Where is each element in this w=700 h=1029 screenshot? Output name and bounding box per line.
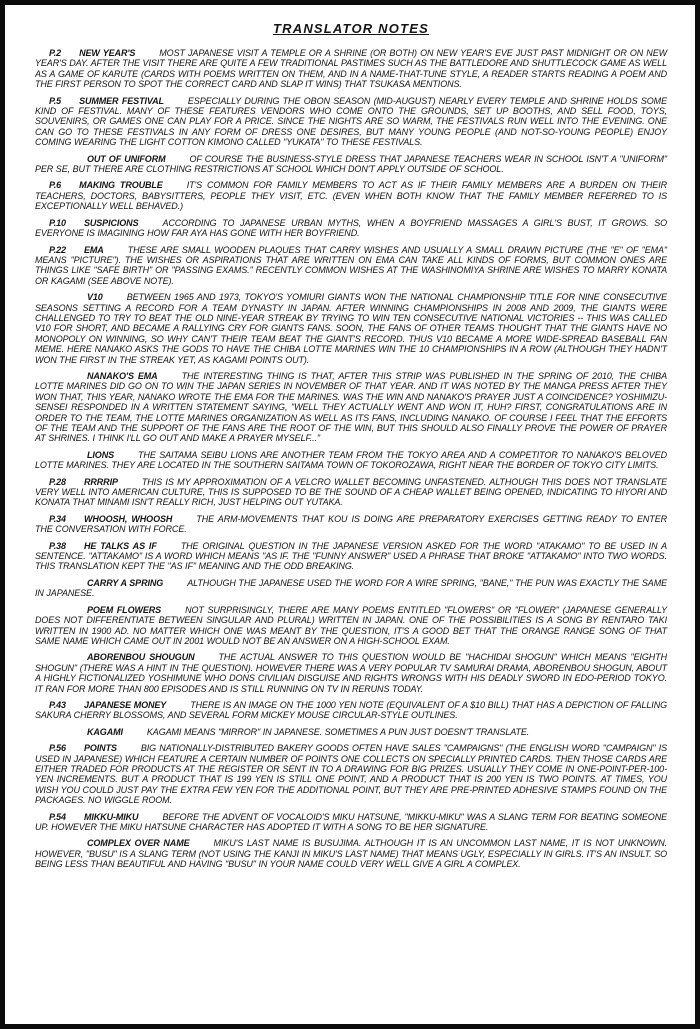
note-text: THE ORIGINAL QUESTION IN THE JAPANESE VERSION ASKED FOR THE WORD "ATAKAMO" TO BE USED IN A SENTENCE. "ATTAKAMO" IS A WORD WHICH MEANS "AS IF. THE "FUNNY ANSWER" USED A PHRASE THAT BROKE "ATTAKAMO" INTO TWO WORDS. THIS TRANSLATION KEPT THE "AS IF" MEANING AND THE ODD BREAKING.	[35, 540, 668, 572]
note-text: NOT SURPRISINGLY, THERE ARE MANY POEMS ENTITLED "FLOWERS" OR "FLOWER" (JAPANESE GENERALLY DOES NOT DIFFERENTIATE BETWEEN SINGULAR AND PLURAL) WRITTEN IN JAPAN. ONE OF THE POSSIBILITIES IS A SONG BY RENTARO TAKI WRITTEN IN 1900 AD. NO MATTER WHICH ONE WAS MEANT BY THE QUESTION, IT'S A GOOD BET THAT THE ORANGE RANGE SONG OF THAT SAME NAME WHICH CAME OUT IN 2001 WOULD NOT BE AN ANSWER ON A HIGH-SCHOOL EXAM.	[35, 604, 668, 646]
note-entry	[35, 838, 667, 869]
page-ref: P.38	[49, 540, 66, 551]
note-text: BIG NATIONALLY-DISTRIBUTED BAKERY GOODS OFTEN HAVE SALES "CAMPAIGNS" (THE ENGLISH WORD "CAMPAIGN" IS USED IN JAPANESE) WHICH FEATURE A CERTAIN NUMBER OF POINTS ONE COLLECTS ON SPECIALLY PRINTED CARDS. THEN THOSE CARDS ARE EITHER TRADED FOR PRODUCTS AT THE REGISTER OR SENT IN TO A DRAWING FOR BIG PRIZES. USUALLY THEY COME IN ONE-POINT-PER-100-YEN INCREMENTS. BUT A PRODUCT THAT IS 199 YEN IS STILL ONE POINT, AND A PRODUCT THAT IS 200 YEN IS TWO POINTS. AT TIMES, YOU WISH YOU COULD JUST PAY THE EXTRA FEW YEN FOR THE ADDITIONAL POINT, BUT THEY ARE PRE-PRINTED ADHESIVE STAMPS FOUND ON THE PACKAGES. NO WIGGLE ROOM.	[35, 743, 667, 806]
note-entry	[35, 812, 667, 833]
page-ref: P.43	[49, 699, 66, 710]
note-term: SUMMER FESTIVAL	[79, 95, 164, 106]
note-entry	[35, 96, 667, 148]
note-term: CARRY A SPRING	[87, 577, 164, 588]
note-text: THE SAITAMA SEIBU LIONS ARE ANOTHER TEAM FROM THE TOKYO AREA AND A COMPETITOR TO NANAKO'S BELOVED LOTTE MARINES. THEY ARE LOCATED IN THE SOUTHERN SAITAMA TOWN OF TOKOROZAWA, RIGHT NEAR THE BORDER OF TOKYO CITY LIMITS.	[35, 449, 667, 471]
note-term: EMA	[83, 244, 104, 255]
note-text: ACCORDING TO JAPANESE URBAN MYTHS, WHEN A BOYFRIEND MASSAGES A GIRL'S BUST, IT GROWS. SO EVERYONE IS IMAGINING HOW FAR AYA HAS GONE WITH HER BOYFRIEND.	[35, 217, 667, 239]
note-text: THE ACTUAL ANSWER TO THIS QUESTION WOULD BE "HACHIDAI SHOGUN" WHICH MEANS "EIGHTH SHOGUN" (THERE WAS A HINT IN THE QUESTION). HOWEVER THERE WAS A VERY POPULAR TV SAMURAI DRAMA, ABORENBOU SHOGUN, ABOUT A HIGHLY FICTIONALIZED YOSHIMUNE WHO DONS CIVILIAN DISGUISE AND RIGHTS WRONGS WITH HIS DEADLY SWORD IN EDO-PERIOD TOKYO. IT RAN FOR MORE THAN 800 EPISODES AND IS STILL RUNNING ON TV IN RERUNS TODAY.	[35, 652, 667, 694]
note-entry	[35, 743, 667, 805]
note-text: OF COURSE THE BUSINESS-STYLE DRESS THAT JAPANESE TEACHERS WEAR IN SCHOOL ISN'T A "UNIFORM" PER SE, BUT THERE ARE CLOTHING RESTRICTIONS AT SCHOOL WHICH DON'T APPLY OUTSIDE OF SCHOOL.	[35, 153, 667, 175]
note-term: MAKING TROUBLE	[79, 180, 163, 191]
note-text: ALTHOUGH THE JAPANESE USED THE WORD FOR A WIRE SPRING, "BANE," THE PUN WAS EXACTLY THE SAME IN JAPANESE.	[35, 577, 668, 599]
note-text: BETWEEN 1965 AND 1973, TOKYO'S YOMIURI GIANTS WON THE NATIONAL CHAMPIONSHIP TITLE FOR NINE CONSECUTIVE SEASONS SETTING A RECORD FOR A TEAM DYNASTY IN JAPAN. AFTER WINNING CHAMPIONSHIPS IN 2008 AND 2009, THE GIANTS WERE CHALLENGED TO TRY TO BEAT THE OLD NINE-YEAR STREAK BY TRYING TO WIN TEN CONSECUTIVE NATIONAL VICTORIES -- THIS WAS CALLED V10 FOR SHORT, AND BECAME A RALLYING CRY FOR GIANTS FANS. SOON, THE FANS OF OTHER TEAMS THOUGHT THAT THE GIANTS HAVE NO MONOPOLY ON WINNING, SO WHY CAN'T THEIR TEAM BEAT THE GIANT'S RECORD. THUS V10 BECAME A MORE WIDE-SPREAD BASEBALL FAN MEME. HERE NANAKO ASKS THE GODS TO HAVE THE CHIBA LOTTE MARINES WIN THE 10 CHAMPIONSHIPS IN A ROW (ALTHOUGH THEY HADN'T WON THE FIRST IN THE STREAK YET, AS KAGAMI POINTS OUT).	[35, 292, 667, 365]
note-entry	[35, 514, 667, 535]
page-ref: P.28	[49, 476, 66, 487]
page-ref: P.34	[49, 513, 66, 524]
note-term: POINTS	[83, 743, 117, 754]
note-text: MOST JAPANESE VISIT A TEMPLE OR A SHRINE (OR BOTH) ON NEW YEAR'S EVE JUST PAST MIDNIGHT OR ON NEW YEAR'S DAY. AFTER THE VISIT THERE ARE QUITE A FEW TRADITIONAL PASTIMES SUCH AS THE BATTLEDORE AND SHUTTLECOCK GAME AS WELL AS A GAME OF KARUTE (CARDS WITH POEMS WRITTEN ON THEM, AND IN A NAME-THAT-TUNE STYLE, A READER STARTS READING A POEM AND THE FIRST PERSON TO SPOT THE CORRECT CARD AND SLAP IT WINS) THAT TSUKASA MENTIONS.	[35, 48, 667, 90]
note-text: MIKU'S LAST NAME IS BUSUJIMA. ALTHOUGH IT IS AN UNCOMMON LAST NAME, IT IS NOT UNKNOWN. HOWEVER, "BUSU" IS A SLANG TERM (NOT USING THE KANJI IN MIKU'S LAST NAME) THAT MEANS UGLY, ESPECIALLY IN GIRLS. IT'S AN INSULT. SO BEING LESS THAN BEAUTIFUL AND HAVING "BUSU" IN YOUR NAME COULD VERY WELL GIVE A GIRL A COMPLEX.	[35, 838, 667, 870]
page-ref: P.54	[49, 811, 66, 822]
note-entry	[35, 541, 667, 572]
note-entry	[35, 48, 667, 90]
note-term: KAGAMI	[87, 726, 123, 737]
page-ref: P.22	[49, 244, 66, 255]
note-entry	[35, 245, 667, 287]
note-term: LIONS	[87, 449, 115, 460]
page-ref: P.2	[49, 48, 62, 58]
note-term: NANAKO'S EMA	[87, 370, 158, 381]
page-ref: P.5	[49, 95, 62, 106]
note-text: THERE IS AN IMAGE ON THE 1000 YEN NOTE (EQUIVALENT OF A $10 BILL) THAT HAS A DEPICTION OF FALLING SAKURA CHERRY BLOSSOMS, AND SEVERAL FORM MICKEY MOUSE CIRCULAR-STYLE OUTLINES.	[35, 699, 667, 721]
note-entry	[35, 652, 667, 694]
note-entry	[35, 605, 667, 647]
note-text: THESE ARE SMALL WOODEN PLAQUES THAT CARRY WISHES AND USUALLY A SMALL DRAWN PICTURE (THE "E" OF "EMA" MEANS "PICTURE"). THE WISHES OR ASPIRATIONS THAT ARE WRITTEN ON EMA CAN TAKE ALL KINDS OF FORMS, BUT COMMON ONES ARE THINGS LIKE "SAFE BIRTH" OR "PASSING EXAMS." RECENTLY COMMON WISHES AT THE WASHINOMIYA SHRINE ARE WISHES TO MARRY KONATA OR KAGAMI (SEE ABOVE NOTE).	[35, 244, 667, 286]
page-title: TRANSLATOR NOTES	[273, 21, 429, 36]
note-entry	[35, 292, 667, 365]
note-term: ABORENBOU SHOUGUN	[87, 652, 195, 663]
page-ref: P.10	[49, 217, 66, 228]
note-text: THE INTERESTING THING IS THAT, AFTER THIS STRIP WAS PUBLISHED IN THE SPRING OF 2010, THE CHIBA LOTTE MARINES DID GO ON TO WIN THE JAPAN SERIES IN NOVEMBER OF THAT YEAR. AND IT WAS NOTED BY THE MANGA PRESS AFTER THEY WON THAT, THIS YEAR, NANAKO WROTE THE EMA FOR THE MARINES. WAS THE WIN AND NANAKO'S PRAYER JUST A COINCIDENCE? YOSHIMIZU-SENSEI RESPONDED IN A WRITTEN STATEMENT SAYING, "WELL THEY ACTUALLY WENT AND WON IT, HUH? FIRST, CONGRATULATIONS ARE IN ORDER TO THE TEAM, THE LOTTE MARINES ORGANIZATION AS WELL AS ITS FANS, INCLUDING NANAKO. OF COURSE I FEEL THAT THE EFFORTS OF THE TEAM AND THE SUPPORT OF THE FANS ARE THE ROOT OF THE WIN, BUT THIS SHOULD ALSO FINALLY PROVE THE POWER OF PRAYER AT SHRINES. I THINK I'LL GO OUT AND MAKE A PRAYER MYSELF..."	[35, 370, 667, 444]
note-term: JAPANESE MONEY	[83, 699, 167, 710]
note-text: KAGAMI MEANS "MIRROR" IN JAPANESE. SOMETIMES A PUN JUST DOESN'T TRANSLATE.	[146, 726, 530, 737]
note-term: SUSPICIONS	[83, 217, 139, 228]
note-entry	[35, 477, 667, 508]
page-ref: P.6	[49, 180, 62, 191]
note-entry	[35, 371, 667, 444]
note-text: THIS IS MY APPROXIMATION OF A VELCRO WALLET BECOMING UNFASTENED. ALTHOUGH THIS DOES NOT TRANSLATE VERY WELL INTO AMERICAN CULTURE, THIS IS SUPPOSED TO BE THE SOUND OF A CHEAP WALLET BEING OPENED, INDICATING TO HIYORI AND KONATA THAT MINAMI ISN'T REALLY RICH, JUST HELPING OUT YUTAKA.	[35, 476, 667, 508]
note-term: OUT OF UNIFORM	[87, 153, 166, 164]
note-term: HE TALKS AS IF	[83, 540, 157, 551]
note-entry	[35, 218, 667, 239]
note-term: COMPLEX OVER NAME	[87, 838, 190, 849]
note-text: IT'S COMMON FOR FAMILY MEMBERS TO ACT AS IF THEIR FAMILY MEMBERS ARE A BURDEN ON THEIR TEACHERS, DOCTORS, BABYSITTERS, PEOPLE THEY VISIT, ETC. (EVEN WHEN BOTH KNOW THAT THE FAMILY MEMBER REFERRED TO IS EXCEPTIONALLY WELL BEHAVED.)	[35, 180, 667, 212]
note-text: THE ARM-MOVEMENTS THAT KOU IS DOING ARE PREPARATORY EXERCISES GETTING READY TO ENTER THE CONVERSATION WITH FORCE.	[35, 513, 667, 535]
notes-list	[35, 48, 667, 870]
note-entry	[35, 578, 667, 599]
note-term: POEM FLOWERS	[87, 604, 162, 615]
note-entry	[35, 154, 667, 175]
note-text: ESPECIALLY DURING THE OBON SEASON (MID-AUGUST) NEARLY EVERY TEMPLE AND SHRINE HOLDS SOME KIND OF FESTIVAL. MANY OF THESE FEATURES VENDORS WHO COME ONTO THE GROUNDS, SET UP BOOTHS, AND SELL FOOD, TOYS, SOUVENIRS, OR GAMES ONE CAN PLAY FOR A PRICE. SINCE THE NIGHTS ARE SO WARM, THE FESTIVALS RUN WELL INTO THE EVENING. ONE CAN GO TO THESE FESTIVALS IN ANY FORM OF DRESS ONE DESIRES, BUT MANY YOUNG PEOPLE (AND NOT-SO-YOUNG PEOPLE) ENJOY COMING WEARING THE LIGHT COTTON KIMONO CALLED "YUKATA" TO THESE FESTIVALS.	[35, 95, 667, 148]
page-ref: P.56	[49, 743, 66, 754]
note-entry	[35, 450, 667, 471]
note-entry	[35, 700, 667, 721]
note-entry	[35, 727, 667, 737]
note-term: WHOOSH, WHOOSH	[83, 513, 173, 524]
note-text: BEFORE THE ADVENT OF VOCALOID'S MIKU HATSUNE, "MIKKU-MIKU" WAS A SLANG TERM FOR BEATING SOMEONE UP. HOWEVER THE MIKU HATSUNE CHARACTER HAS ADOPTED IT WITH A SONG TO BE HER SIGNATURE.	[35, 811, 667, 832]
note-entry	[35, 180, 667, 211]
note-term: RRRRIP	[83, 476, 118, 487]
note-term: MIKKU-MIKU	[83, 811, 139, 822]
note-term: V10	[87, 292, 103, 303]
note-term: NEW YEAR'S	[79, 48, 136, 58]
